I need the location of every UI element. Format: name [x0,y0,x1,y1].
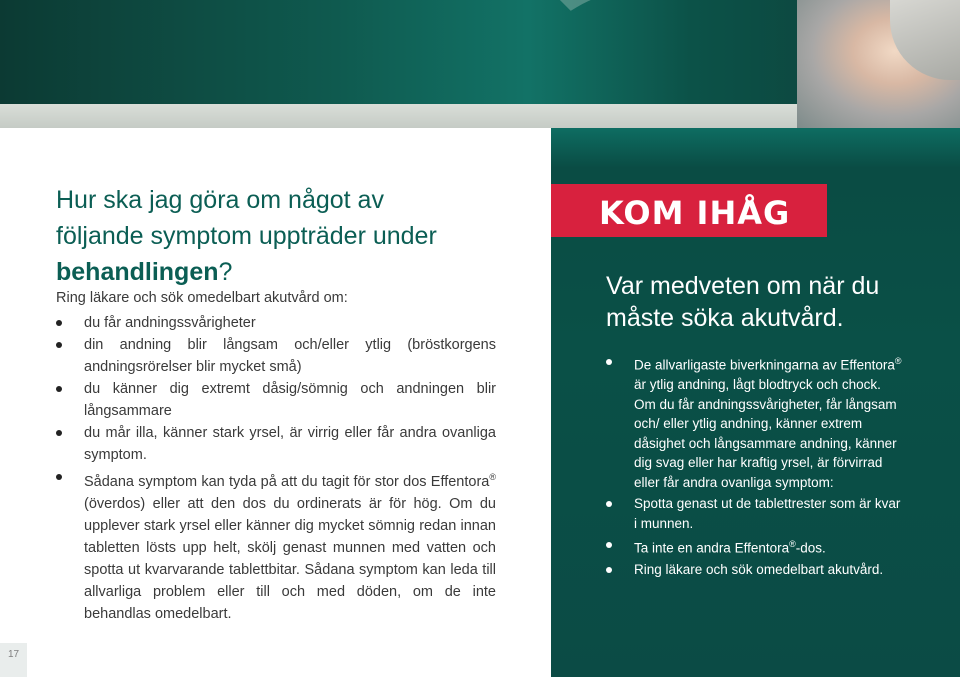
header-banner [0,0,960,128]
kom-ihag-badge [551,184,827,237]
left-column [0,128,550,677]
registered-mark: ® [894,356,902,366]
list-item: Ring läkare och sök omedelbart akutvård. [606,560,904,580]
list-item: De allvarligaste biverkningarna av Effentora® är ytlig andning, lågt blodtryck och chock. Om du får andningssvårigheter, får långsam och/ eller ytlig andning, känner extrem dåsighet och långsammare andning, känner dig svag eller har kraftig yrsel, är förvirrad eller får andra ovanliga symptom: [606,352,904,492]
reminder-list [606,352,904,582]
bullet-icon [606,567,612,573]
list-item: du mår illa, känner stark yrsel, är virrig eller får andra ovanliga symptom. [56,422,496,466]
intro-text: Ring läkare och sök omedelbart akutvård om: [56,290,348,306]
bullet-icon [606,542,612,548]
bullet-icon [56,430,62,436]
list-item: du får andningssvårigheter [56,312,496,334]
registered-mark: ® [489,472,496,482]
reminder-panel [551,128,960,677]
bullet-icon [56,342,62,348]
list-item: du känner dig extremt dåsig/sömnig och andningen blir långsammare [56,378,496,422]
bullet-icon [56,320,62,326]
heading-question-mark: ? [218,258,233,286]
list-item: Spotta genast ut de tablettrester som är kvar i munnen. [606,494,904,533]
registered-mark: ® [789,539,796,549]
bullet-icon [606,359,612,365]
list-item: Ta inte en andra Effentora®-dos. [606,535,904,558]
woman-photo [797,0,960,128]
symptom-list [56,312,496,625]
page-number: 17 [7,649,20,660]
page-heading [56,182,536,290]
heading-line-1: Hur ska jag göra om något av [56,186,384,214]
heading-bold-word: behandlingen [56,258,219,286]
bullet-icon [56,474,62,480]
heading-line-2: följande symptom uppträder under [56,222,437,250]
badge-label: KOM IHÅG [599,194,791,232]
bullet-icon [56,386,62,392]
panel-subheading: Var medveten om när du måste söka akutvård. [606,272,880,332]
list-item: din andning blir långsam och/eller ytlig (bröstkorgens andningsrörelser blir mycket små) [56,334,496,378]
photo-hair-shape [890,0,960,80]
list-item: Sådana symptom kan tyda på att du tagit för stor dos Effentora® (överdos) eller att den dos du ordinerats är för hög. Om du upplever stark yrsel eller känner dig mycket sömnig redan innan tabletten lösts upp helt, skölj genast munnen med vatten och spotta ut kvarvarande tablettbitar. Sådana symptom kan leda till allvarliga problem eller till och med döden, om de inte behandlas omedelbart. [56,466,496,625]
bullet-icon [606,501,612,507]
